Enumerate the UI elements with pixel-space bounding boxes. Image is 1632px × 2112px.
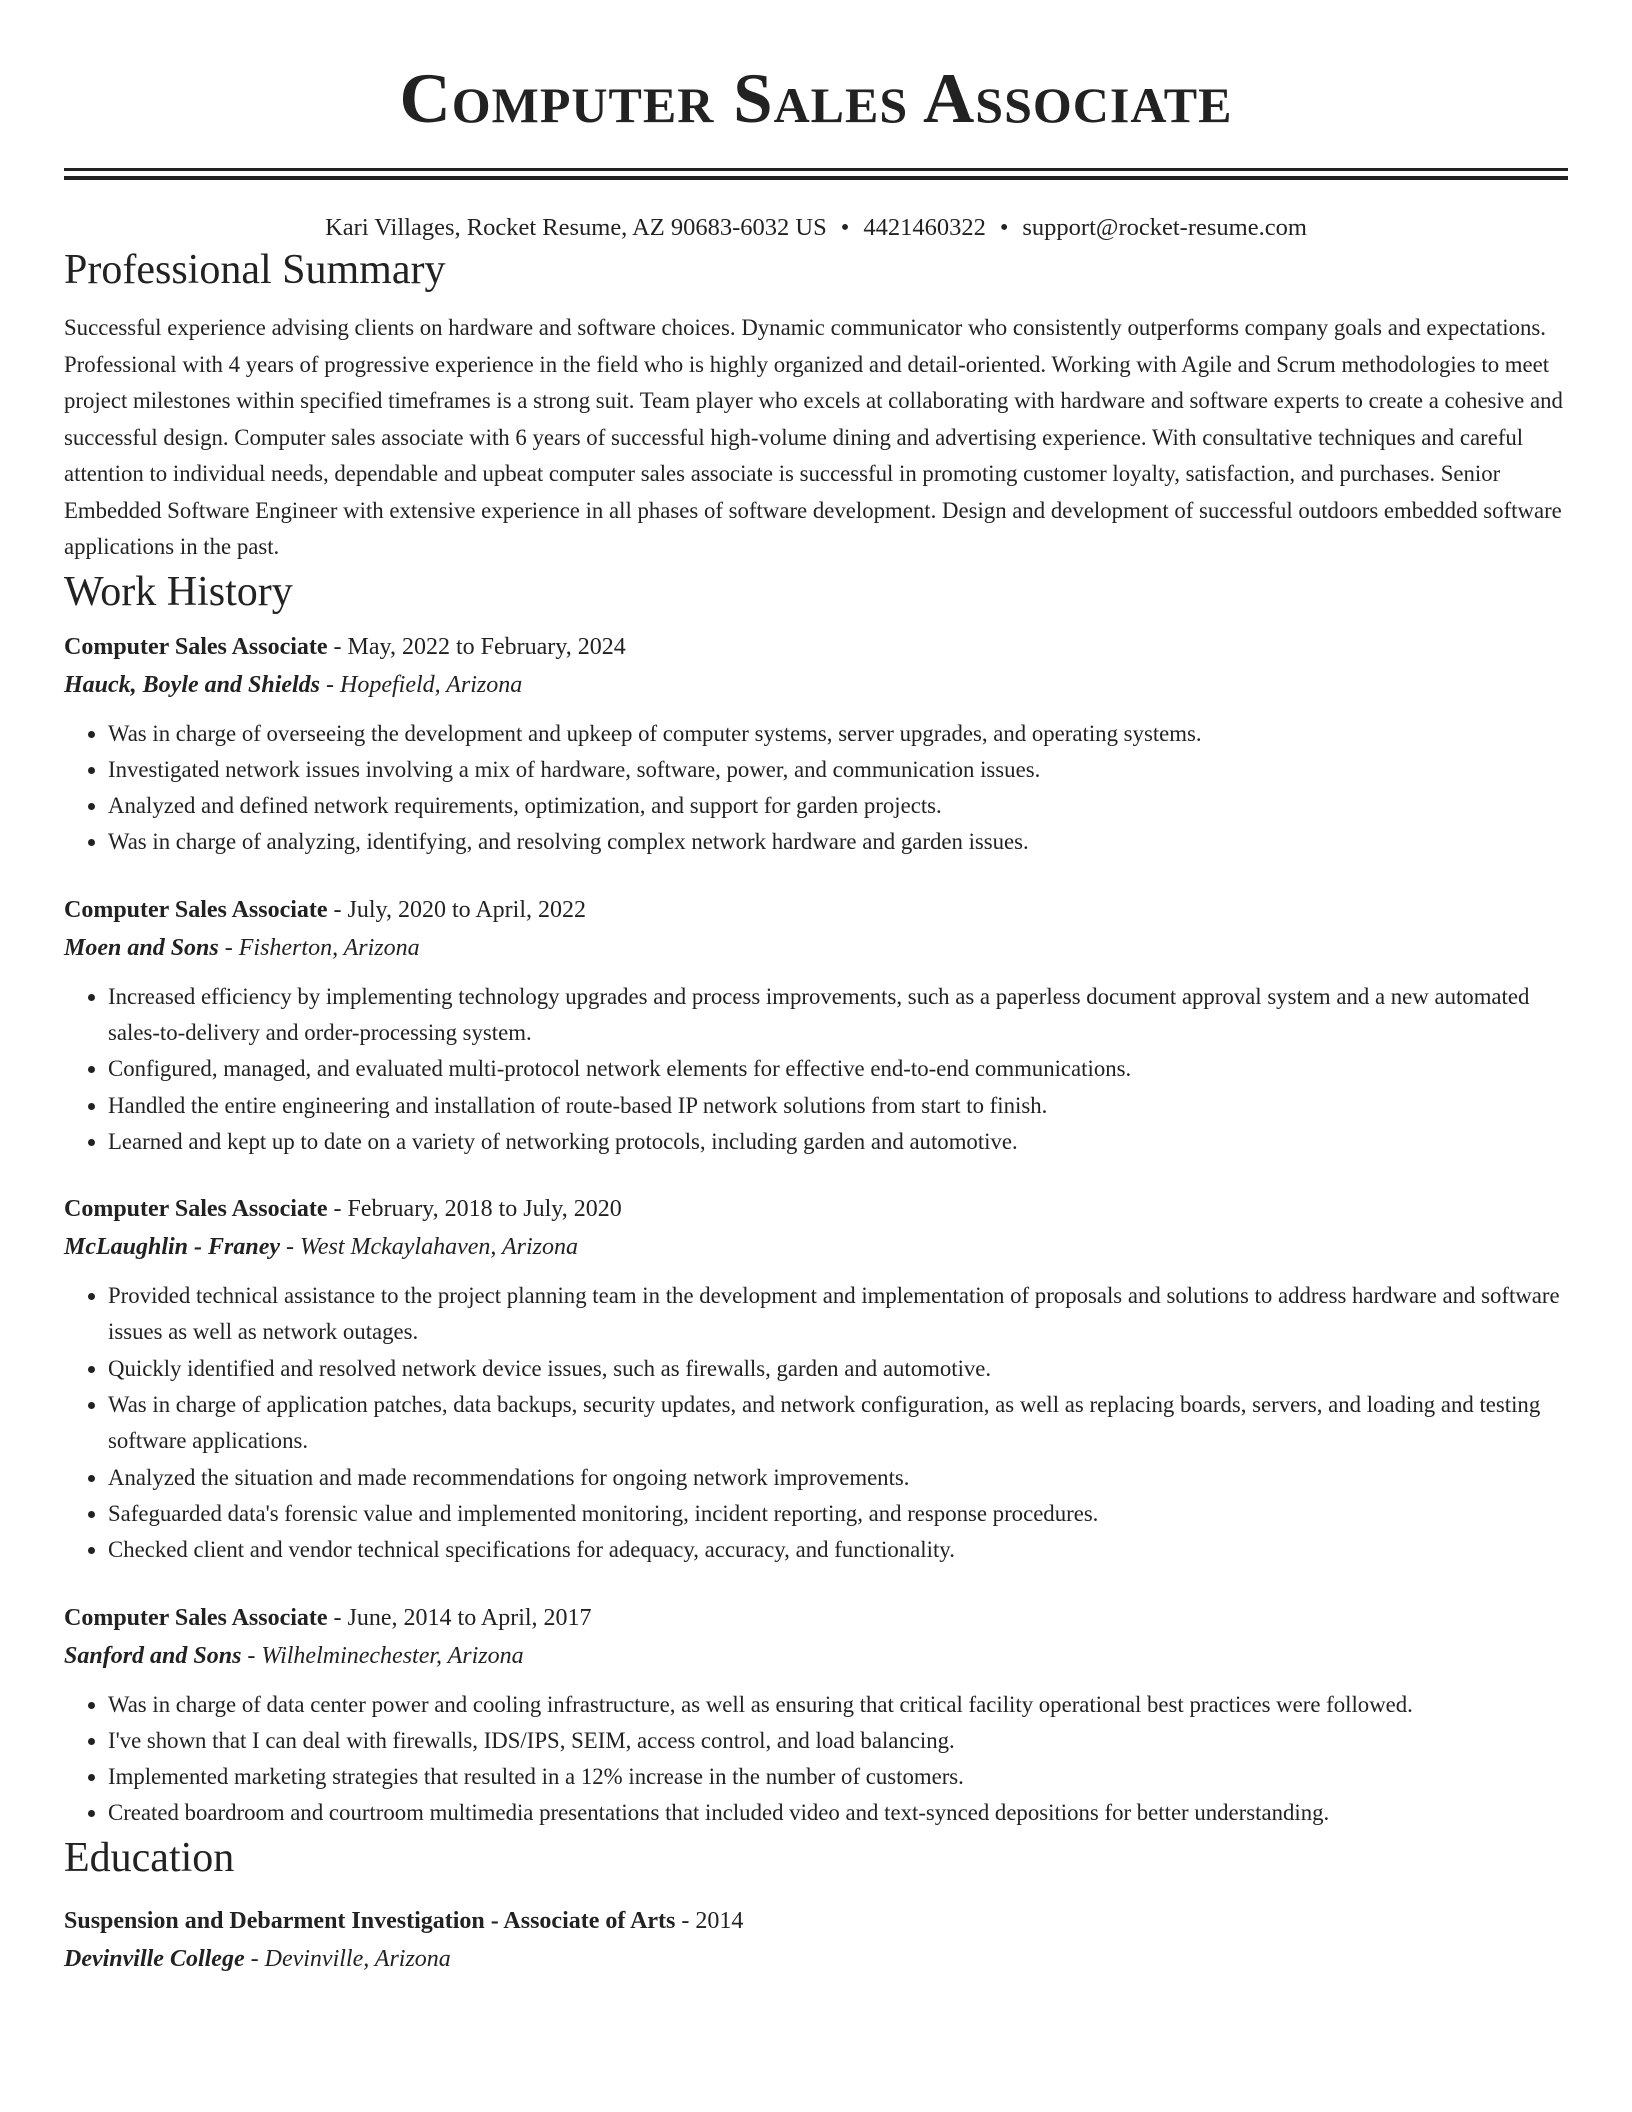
job-title-line (64, 891, 1568, 929)
job-bullets (64, 716, 1568, 861)
job-entry (64, 891, 1568, 1160)
education-school-line (64, 1940, 1568, 1978)
education-location: Devinville, Arizona (264, 1945, 451, 1972)
header-rule-top (64, 168, 1568, 171)
contact-separator: • (840, 214, 850, 241)
job-location: Fisherton, Arizona (238, 934, 420, 961)
job-dates: June, 2014 to April, 2017 (347, 1604, 592, 1631)
job-bullets (64, 1278, 1568, 1568)
job-role: Computer Sales Associate (64, 633, 328, 660)
job-bullet: • Analyzed the situation and made recommendations for ongoing network improvements. (108, 1460, 1568, 1496)
contact-line (64, 212, 1568, 244)
job-bullet: • Implemented marketing strategies that resulted in a 12% increase in the number of customers. (108, 1759, 1568, 1795)
contact-separator: • (999, 214, 1009, 241)
job-entry (64, 1599, 1568, 1832)
education-list (64, 1902, 1568, 1978)
header-rule-bottom (64, 176, 1568, 180)
job-bullet: • Increased efficiency by implementing technology upgrades and process improvements, such as a paperless document approval system and a new automated sales-to-delivery and order-processing system. (108, 979, 1568, 1052)
job-location: Hopefield, Arizona (340, 671, 523, 698)
education-year: 2014 (695, 1907, 744, 1934)
job-company: McLaughlin - Franey (64, 1234, 281, 1261)
job-bullet: • Learned and kept up to date on a variety of networking protocols, including garden and automotive. (108, 1124, 1568, 1160)
job-company: Hauck, Boyle and Shields (64, 671, 321, 698)
job-dash: - (280, 1234, 301, 1261)
job-company-line (64, 1228, 1568, 1266)
education-entry (64, 1902, 1568, 1978)
job-bullet: • Quickly identified and resolved network device issues, such as firewalls, garden and automotive. (108, 1351, 1568, 1387)
work-history-list (64, 628, 1568, 1832)
education-heading: Education (64, 1834, 235, 1881)
job-title-line (64, 1190, 1568, 1228)
job-bullet: • Handled the entire engineering and installation of route-based IP network solutions from start to finish. (108, 1088, 1568, 1124)
job-dash: - (218, 934, 239, 961)
job-entry (64, 628, 1568, 861)
job-dates: July, 2020 to April, 2022 (347, 896, 586, 923)
job-location: West Mckaylahaven, Arizona (300, 1234, 578, 1261)
education-dash: - (675, 1907, 696, 1934)
education-school: Devinville College (64, 1945, 245, 1972)
job-dash: - (327, 633, 348, 660)
job-company: Sanford and Sons (64, 1642, 242, 1669)
job-bullet: • Created boardroom and courtroom multimedia presentations that included video and text-synced depositions for better understanding. (108, 1795, 1568, 1831)
job-title-line (64, 628, 1568, 666)
job-title-line (64, 1599, 1568, 1637)
job-dash: - (327, 1196, 348, 1223)
job-bullets (64, 1687, 1568, 1832)
job-bullet: • Was in charge of analyzing, identifying, and resolving complex network hardware and garden issues. (108, 824, 1568, 860)
education-degree: Suspension and Debarment Investigation - Associate of Arts (64, 1907, 676, 1934)
job-company-line (64, 929, 1568, 967)
job-company-line (64, 666, 1568, 704)
job-dates: February, 2018 to July, 2020 (347, 1196, 622, 1223)
job-bullet: • Analyzed and defined network requirements, optimization, and support for garden projects. (108, 788, 1568, 824)
job-dates: May, 2022 to February, 2024 (347, 633, 626, 660)
job-bullets (64, 979, 1568, 1160)
resume-title: Computer Sales Associate (399, 60, 1233, 138)
job-bullet: • Provided technical assistance to the project planning team in the development and implementation of proposals and solutions to address hardware and software issues as well as network outages. (108, 1278, 1568, 1351)
job-bullet: • Was in charge of data center power and cooling infrastructure, as well as ensuring that critical facility operational best practices were followed. (108, 1687, 1568, 1723)
job-entry (64, 1190, 1568, 1568)
education-degree-line (64, 1902, 1568, 1940)
job-bullet: • Investigated network issues involving a mix of hardware, software, power, and communication issues. (108, 752, 1568, 788)
job-dash: - (320, 671, 341, 698)
job-dash: - (327, 1604, 348, 1631)
job-role: Computer Sales Associate (64, 1604, 328, 1631)
job-company: Moen and Sons (64, 934, 219, 961)
job-bullet: • Was in charge of overseeing the development and upkeep of computer systems, server upgrades, and operating systems. (108, 716, 1568, 752)
job-bullet: • Safeguarded data's forensic value and implemented monitoring, incident reporting, and response procedures. (108, 1496, 1568, 1532)
summary-text: Successful experience advising clients on hardware and software choices. Dynamic communicator who consistently outperforms company goals and expectations. Professional with 4 years of progressive experience in the field who is highly organized and detail-oriented. Working with Agile and Scrum methodologies to meet project milestones within specified timeframes is a strong suit. Team player who excels at collaborating with hardware and software experts to create a cohesive and successful design. Computer sales associate with 6 years of successful high-volume dining and advertising experience. With consultative techniques and careful attention to individual needs, dependable and upbeat computer sales associate is successful in promoting customer loyalty, satisfaction, and purchases. Senior Embedded Software Engineer with extensive experience in all phases of software development. Design and development of successful outdoors embedded software applications in the past. (64, 315, 1563, 559)
summary-heading: Professional Summary (64, 247, 446, 293)
contact-email[interactable]: support@rocket-resume.com (1022, 214, 1307, 241)
job-bullet: • Checked client and vendor technical specifications for adequacy, accuracy, and functionality. (108, 1532, 1568, 1568)
contact-address: Kari Villages, Rocket Resume, AZ 90683-6032 US (325, 214, 827, 241)
education-dash: - (244, 1945, 265, 1972)
contact-phone: 4421460322 (863, 214, 986, 241)
work-history-heading: Work History (64, 568, 293, 615)
job-bullet: • I've shown that I can deal with firewalls, IDS/IPS, SEIM, access control, and load balancing. (108, 1723, 1568, 1759)
job-role: Computer Sales Associate (64, 896, 328, 923)
job-bullet: • Was in charge of application patches, data backups, security updates, and network configuration, as well as replacing boards, servers, and loading and testing software applications. (108, 1387, 1568, 1460)
job-location: Wilhelminechester, Arizona (261, 1642, 524, 1669)
job-role: Computer Sales Associate (64, 1196, 328, 1223)
job-dash: - (327, 896, 348, 923)
job-bullet: • Configured, managed, and evaluated multi-protocol network elements for effective end-to-end communications. (108, 1051, 1568, 1087)
job-dash: - (241, 1642, 262, 1669)
job-company-line (64, 1637, 1568, 1675)
